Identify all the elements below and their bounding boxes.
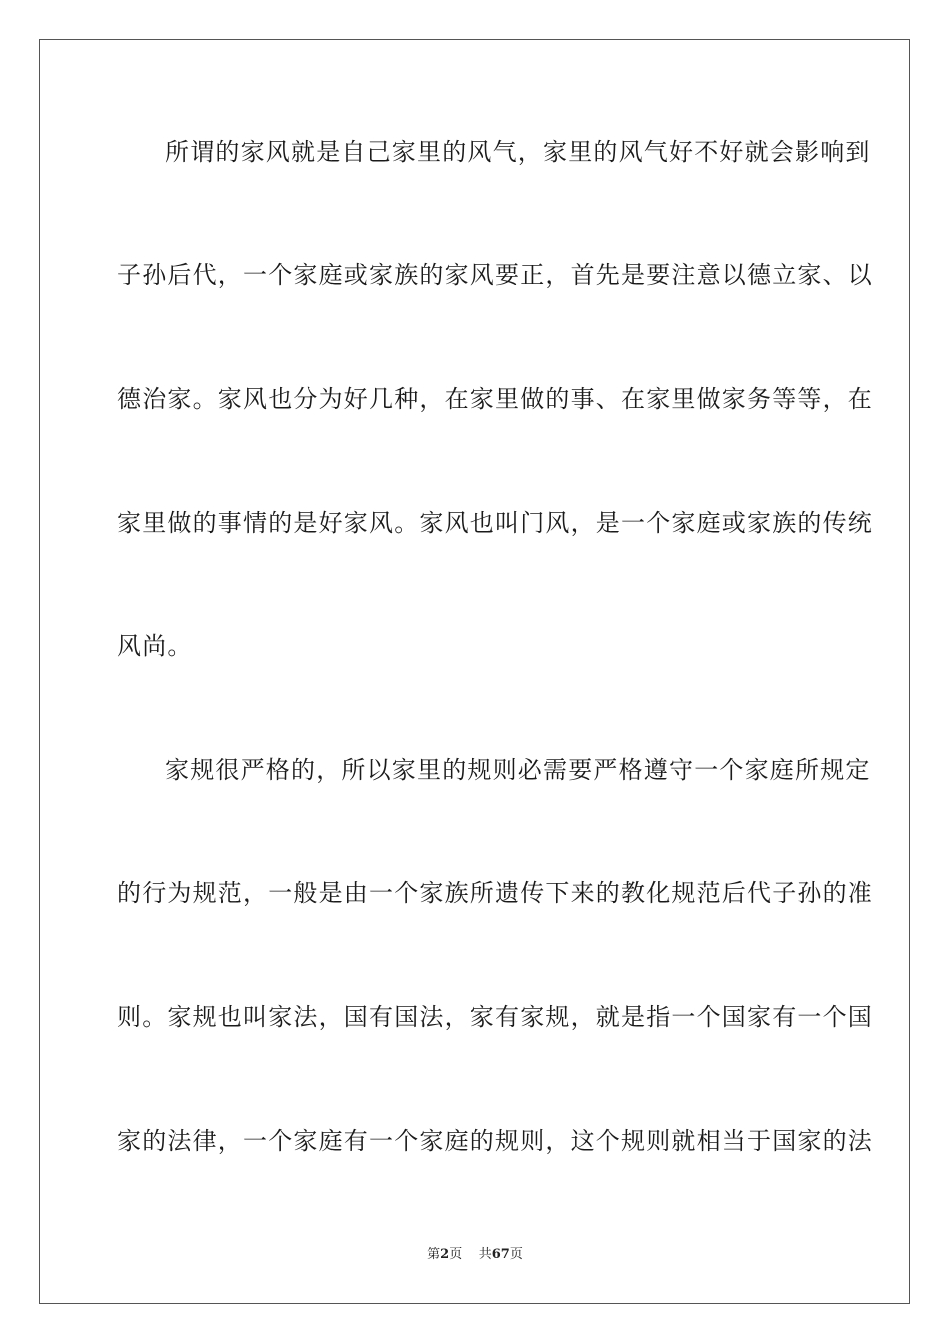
paragraph-line: 子孙后代，一个家庭或家族的家风要正，首先是要注意以德立家、以: [117, 261, 873, 289]
paragraph-line: 家规很严格的，所以家里的规则必需要严格遵守一个家庭所规定: [165, 756, 871, 784]
total-pages: 67: [491, 1247, 510, 1262]
paragraph-line: 家里做的事情的是好家风。家风也叫门风，是一个家庭或家族的传统: [117, 509, 873, 537]
page-footer: [0, 1246, 950, 1264]
page-suffix: 页: [449, 1247, 463, 1262]
total-prefix: 共: [478, 1247, 492, 1262]
page-number: 2: [440, 1247, 450, 1262]
paragraph-line: 则。家规也叫家法，国有国法，家有家规，就是指一个国家有一个国: [117, 1003, 873, 1031]
paragraph-line: 家的法律，一个家庭有一个家庭的规则，这个规则就相当于国家的法: [117, 1127, 873, 1155]
total-suffix: 页: [509, 1247, 523, 1262]
paragraph-line: 风尚。: [117, 632, 193, 660]
paragraph-line: 德治家。家风也分为好几种，在家里做的事、在家里做家务等等，在: [117, 385, 873, 413]
page-border: [39, 39, 910, 1304]
page-prefix: 第: [427, 1247, 441, 1262]
paragraph-line: 所谓的家风就是自己家里的风气，家里的风气好不好就会影响到: [165, 138, 871, 166]
paragraph-line: 的行为规范，一般是由一个家族所遗传下来的教化规范后代子孙的准: [117, 879, 873, 907]
